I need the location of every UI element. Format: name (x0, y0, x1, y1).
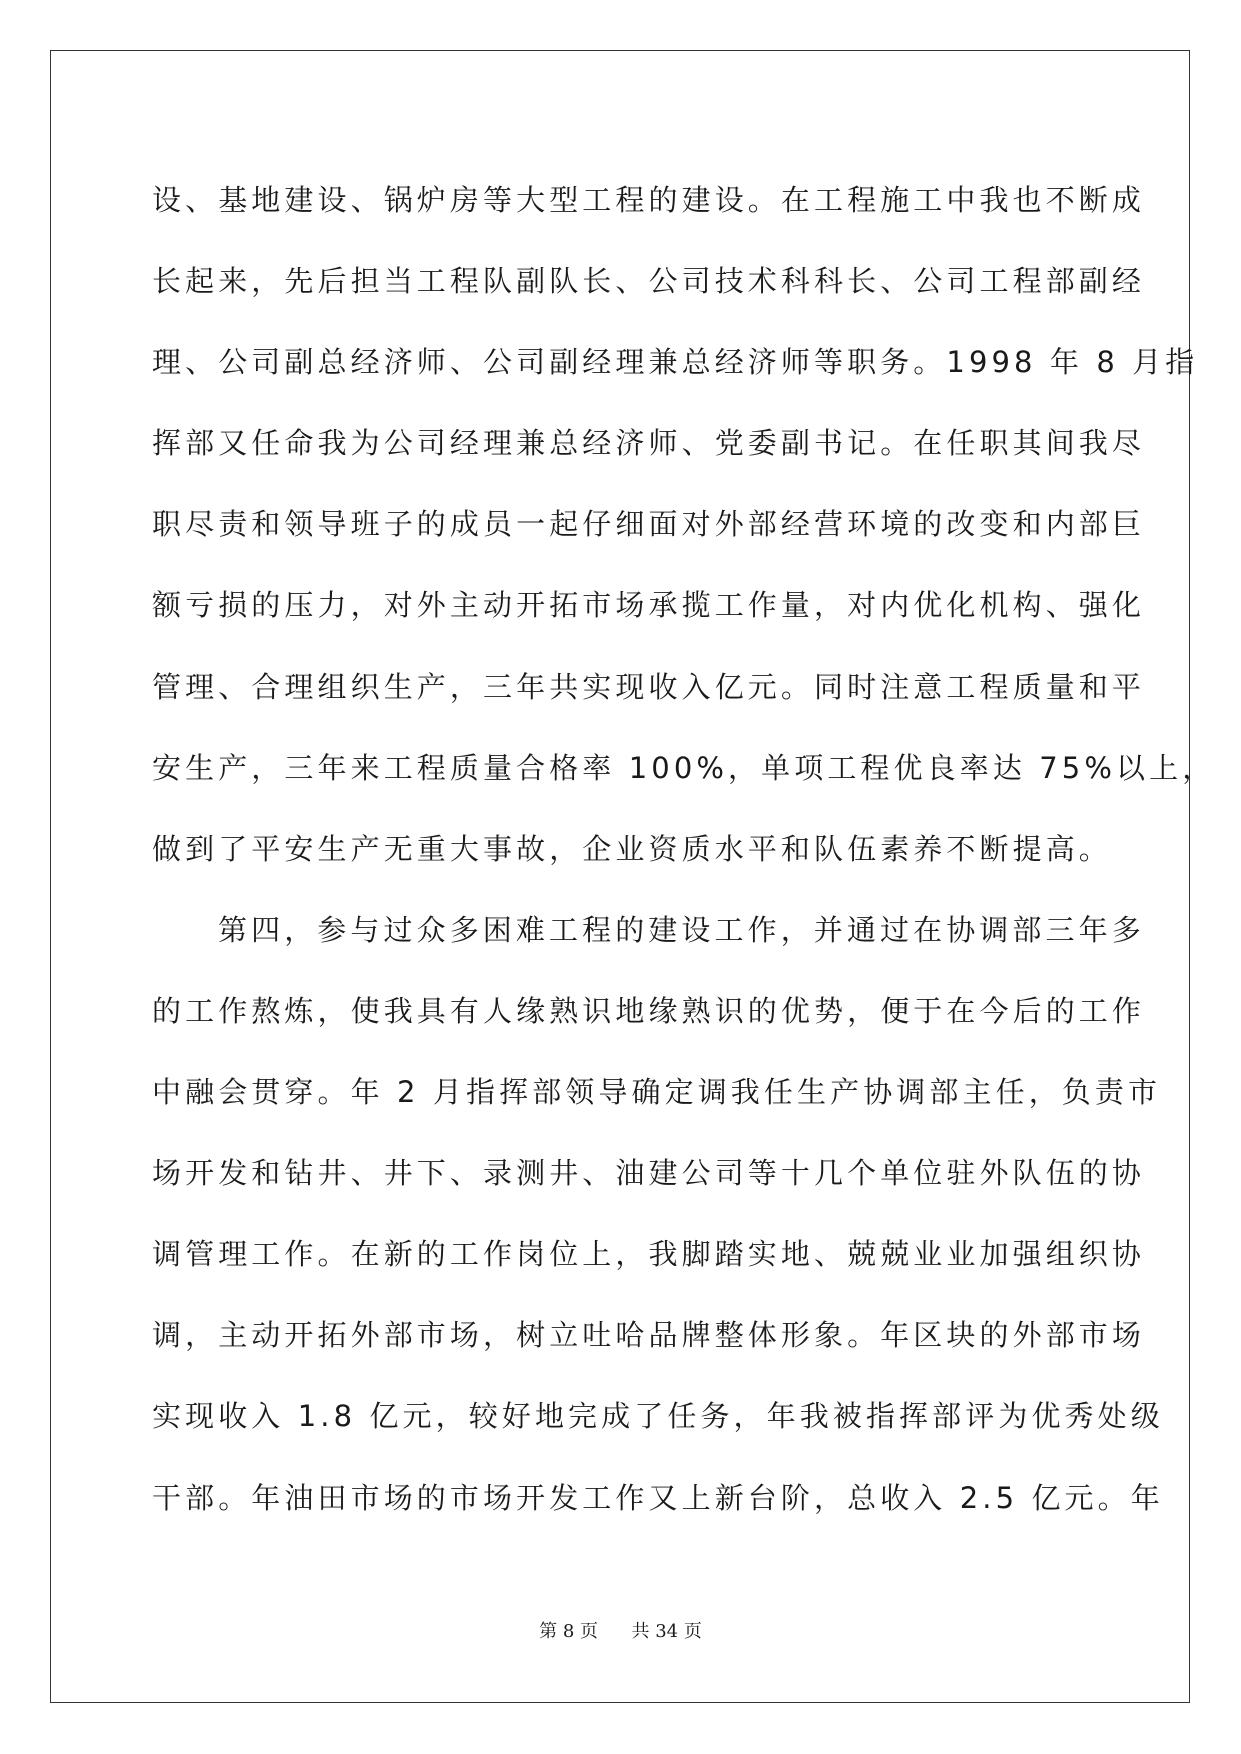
text-line: 长起来，先后担当工程队副队长、公司技术科科长、公司工程部副经 (152, 264, 1146, 299)
text-line: 的工作熬炼，使我具有人缘熟识地缘熟识的优势，便于在今后的工作 (152, 993, 1146, 1028)
page-footer (0, 1617, 1241, 1643)
text-line: 安生产，三年来工程质量合格率 100%，单项工程优良率达 75%以上， (152, 750, 1216, 785)
text-line: 额亏损的压力，对外主动开拓市场承揽工作量，对内优化机构、强化 (152, 588, 1146, 623)
text-line: 实现收入 1.8 亿元，较好地完成了任务，年我被指挥部评为优秀处级 (152, 1399, 1164, 1434)
text-line: 做到了平安生产无重大事故，企业资质水平和队伍素养不断提高。 (152, 831, 1112, 866)
text-line: 中融会贯穿。年 2 月指挥部领导确定调我任生产协调部主任，负责市 (152, 1075, 1162, 1110)
text-line: 管理、合理组织生产，三年共实现收入亿元。同时注意工程质量和平 (152, 669, 1146, 704)
text-line: 设、基地建设、锅炉房等大型工程的建设。在工程施工中我也不断成 (152, 183, 1146, 217)
text-line: 干部。年油田市场的市场开发工作又上新台阶，总收入 2.5 亿元。年 (152, 1480, 1164, 1515)
page-number: 第 8 页 (539, 1621, 599, 1642)
total-pages: 共 34 页 (631, 1621, 702, 1642)
text-line: 场开发和钻井、井下、录测井、油建公司等十几个单位驻外队伍的协 (152, 1156, 1146, 1191)
document-body (152, 160, 1216, 1539)
text-line: 第四，参与过众多困难工程的建设工作，并通过在协调部三年多 (218, 912, 1145, 947)
text-line: 挥部又任命我为公司经理兼总经济师、党委副书记。在任职其间我尽 (152, 426, 1146, 461)
text-line: 调，主动开拓外部市场，树立吐哈品牌整体形象。年区块的外部市场 (152, 1318, 1146, 1353)
text-line: 理、公司副总经济师、公司副经理兼总经济师等职务。1998 年 8 月指 (152, 345, 1199, 380)
text-line: 调管理工作。在新的工作岗位上，我脚踏实地、兢兢业业加强组织协 (152, 1237, 1146, 1272)
text-line: 职尽责和领导班子的成员一起仔细面对外部经营环境的改变和内部巨 (152, 507, 1146, 542)
